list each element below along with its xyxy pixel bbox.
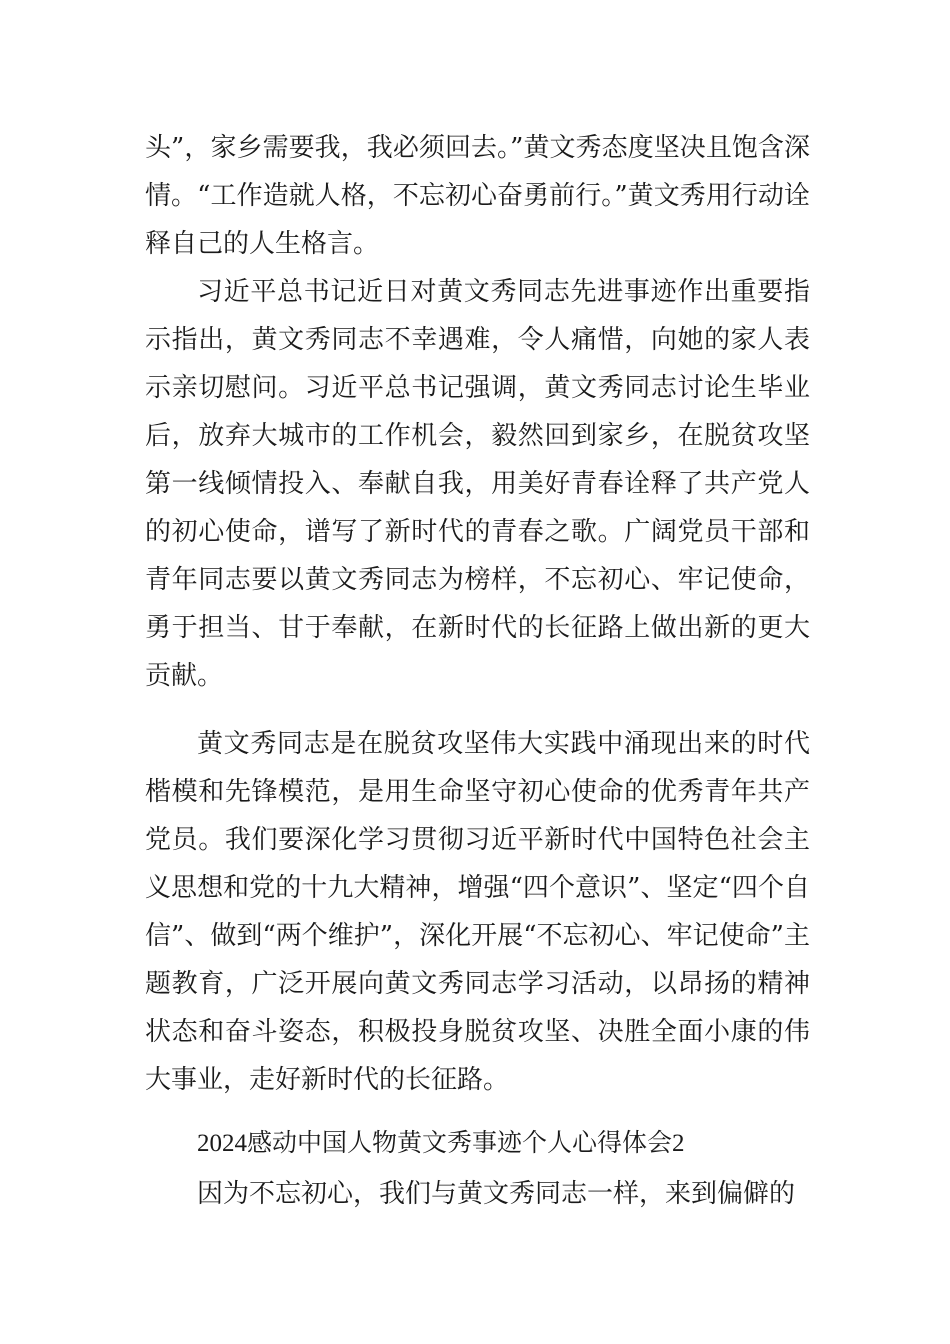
document-body-2 <box>145 268 810 700</box>
paragraph-instruction: 习近平总书记近日对黄文秀同志先进事迹作出重要指示指出，黄文秀同志不幸遇难，令人痛惜，向她的家人表示亲切慰问。习近平总书记强调，黄文秀同志讨论生毕业后，放弃大城市的工作机会，毅然回到家乡，在脱贫攻坚第一线倾情投入、奉献自我，用美好青春诠释了共产党人的初心使命，谱写了新时代的青春之歌。广阔党员干部和青年同志要以黄文秀同志为榜样，不忘初心、牢记使命，勇于担当、甘于奉献，在新时代的长征路上做出新的更大贡献。 <box>145 277 810 691</box>
document-body <box>145 124 810 268</box>
document-body-3 <box>145 720 810 1104</box>
paragraph-model: 黄文秀同志是在脱贫攻坚伟大实践中涌现出来的时代楷模和先锋模范，是用生命坚守初心使命的优秀青年共产党员。我们要深化学习贯彻习近平新时代中国特色社会主义思想和党的十九大精神，增强“四个意识”、坚定“四个自信”、做到“两个维护”，深化开展“不忘初心、牢记使命”主题教育，广泛开展向黄文秀同志学习活动，以昂扬的精神状态和奋斗姿态，积极投身脱贫攻坚、决胜全面小康的伟大事业，走好新时代的长征路。 <box>145 729 810 1095</box>
section-heading: 2024感动中国人物黄文秀事迹个人心得体会2 <box>197 1130 685 1157</box>
paragraph-continuation: 头”，家乡需要我，我必须回去。”黄文秀态度坚决且饱含深情。“工作造就人格，不忘初心奋勇前行。”黄文秀用行动诠释自己的人生格言。 <box>145 133 810 259</box>
section-heading-block <box>145 1120 810 1168</box>
paragraph-last-line: 因为不忘初心，我们与黄文秀同志一样，来到偏僻的 <box>197 1179 796 1209</box>
document-body-4 <box>145 1170 810 1218</box>
